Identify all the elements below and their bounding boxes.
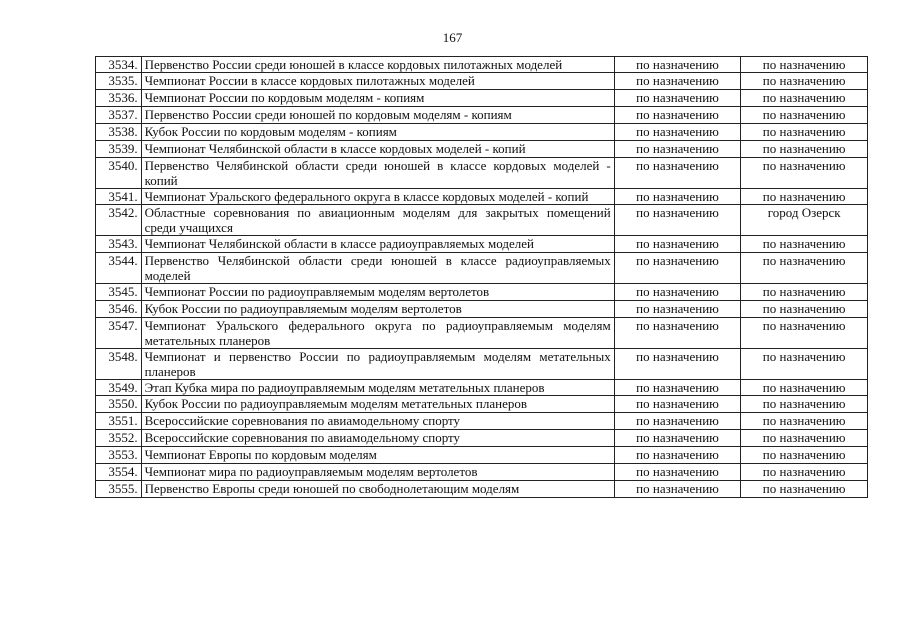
table-row [96,284,868,301]
event-title: Первенство Челябинской области среди юношей в классе радиоуправляемых моделей [141,253,614,284]
date-cell: по назначению [614,236,741,253]
table-row [96,158,868,189]
date-cell: по назначению [614,253,741,284]
row-number: 3543. [96,236,142,253]
location-cell: по назначению [741,73,868,90]
date-cell: по назначению [614,90,741,107]
date-cell: по назначению [614,57,741,73]
date-cell: по назначению [614,284,741,301]
table-row [96,380,868,396]
location-cell: по назначению [741,236,868,253]
table-row [96,447,868,464]
table-row [96,430,868,447]
date-cell: по назначению [614,447,741,464]
table-row [96,57,868,73]
table-row [96,73,868,90]
row-number: 3542. [96,205,142,236]
location-cell: по назначению [741,413,868,430]
row-number: 3541. [96,189,142,205]
location-cell: по назначению [741,253,868,284]
location-cell: по назначению [741,430,868,447]
date-cell: по назначению [614,107,741,124]
page-number: 167 [442,30,463,45]
event-title: Кубок России по радиоуправляемым моделям вертолетов [141,301,614,318]
row-number: 3544. [96,253,142,284]
competitions-table [95,56,868,498]
location-cell: по назначению [741,141,868,158]
event-title: Этап Кубка мира по радиоуправляемым моделям метательных планеров [141,380,614,396]
location-cell: по назначению [741,189,868,205]
row-number: 3553. [96,447,142,464]
row-number: 3540. [96,158,142,189]
date-cell: по назначению [614,141,741,158]
date-cell: по назначению [614,205,741,236]
row-number: 3538. [96,124,142,141]
location-cell: по назначению [741,380,868,396]
location-cell: по назначению [741,301,868,318]
event-title: Чемпионат Челябинской области в классе кордовых моделей - копий [141,141,614,158]
event-title: Первенство России среди юношей в классе кордовых пилотажных моделей [141,57,614,73]
location-cell: по назначению [741,90,868,107]
table-row [96,396,868,413]
table-row [96,301,868,318]
table-row [96,107,868,124]
location-cell: по назначению [741,158,868,189]
date-cell: по назначению [614,380,741,396]
table-row [96,189,868,205]
row-number: 3547. [96,318,142,349]
location-cell: по назначению [741,124,868,141]
location-cell: по назначению [741,284,868,301]
location-cell: по назначению [741,481,868,498]
event-title: Чемпионат Уральского федерального округа в классе кордовых моделей - копий [141,189,614,205]
row-number: 3549. [96,380,142,396]
event-title: Чемпионат мира по радиоуправляемым моделям вертолетов [141,464,614,481]
table-row [96,205,868,236]
event-title: Чемпионат России по радиоуправляемым моделям вертолетов [141,284,614,301]
row-number: 3545. [96,284,142,301]
table-row [96,236,868,253]
table-row [96,464,868,481]
event-title: Чемпионат и первенство России по радиоуправляемым моделям метательных планеров [141,349,614,380]
row-number: 3536. [96,90,142,107]
table-row [96,318,868,349]
location-cell: по назначению [741,318,868,349]
date-cell: по назначению [614,158,741,189]
table-row [96,481,868,498]
row-number: 3555. [96,481,142,498]
date-cell: по назначению [614,481,741,498]
table-row [96,124,868,141]
date-cell: по назначению [614,464,741,481]
event-title: Первенство Европы среди юношей по свободнолетающим моделям [141,481,614,498]
event-title: Областные соревнования по авиационным моделям для закрытых помещений среди учащихся [141,205,614,236]
row-number: 3548. [96,349,142,380]
location-cell: город Озерск [741,205,868,236]
event-title: Кубок России по радиоуправляемым моделям метательных планеров [141,396,614,413]
date-cell: по назначению [614,318,741,349]
location-cell: по назначению [741,464,868,481]
table-row [96,413,868,430]
location-cell: по назначению [741,107,868,124]
row-number: 3534. [96,57,142,73]
event-title: Чемпионат Уральского федерального округа по радиоуправляемым моделям метательных планеров [141,318,614,349]
event-title: Чемпионат Европы по кордовым моделям [141,447,614,464]
date-cell: по назначению [614,349,741,380]
event-title: Чемпионат России по кордовым моделям - копиям [141,90,614,107]
date-cell: по назначению [614,413,741,430]
location-cell: по назначению [741,396,868,413]
event-title: Чемпионат Челябинской области в классе радиоуправляемых моделей [141,236,614,253]
date-cell: по назначению [614,301,741,318]
table-row [96,349,868,380]
row-number: 3554. [96,464,142,481]
row-number: 3535. [96,73,142,90]
row-number: 3537. [96,107,142,124]
location-cell: по назначению [741,447,868,464]
row-number: 3551. [96,413,142,430]
table-row [96,253,868,284]
date-cell: по назначению [614,124,741,141]
row-number: 3546. [96,301,142,318]
event-title: Первенство Челябинской области среди юношей в классе кордовых моделей - копий [141,158,614,189]
table-row [96,141,868,158]
event-title: Чемпионат России в классе кордовых пилотажных моделей [141,73,614,90]
row-number: 3550. [96,396,142,413]
competitions-table-body [96,57,868,498]
event-title: Кубок России по кордовым моделям - копиям [141,124,614,141]
row-number: 3552. [96,430,142,447]
date-cell: по назначению [614,396,741,413]
location-cell: по назначению [741,57,868,73]
date-cell: по назначению [614,430,741,447]
table-row [96,90,868,107]
date-cell: по назначению [614,73,741,90]
event-title: Всероссийские соревнования по авиамодельному спорту [141,430,614,447]
row-number: 3539. [96,141,142,158]
date-cell: по назначению [614,189,741,205]
event-title: Первенство России среди юношей по кордовым моделям - копиям [141,107,614,124]
location-cell: по назначению [741,349,868,380]
event-title: Всероссийские соревнования по авиамодельному спорту [141,413,614,430]
